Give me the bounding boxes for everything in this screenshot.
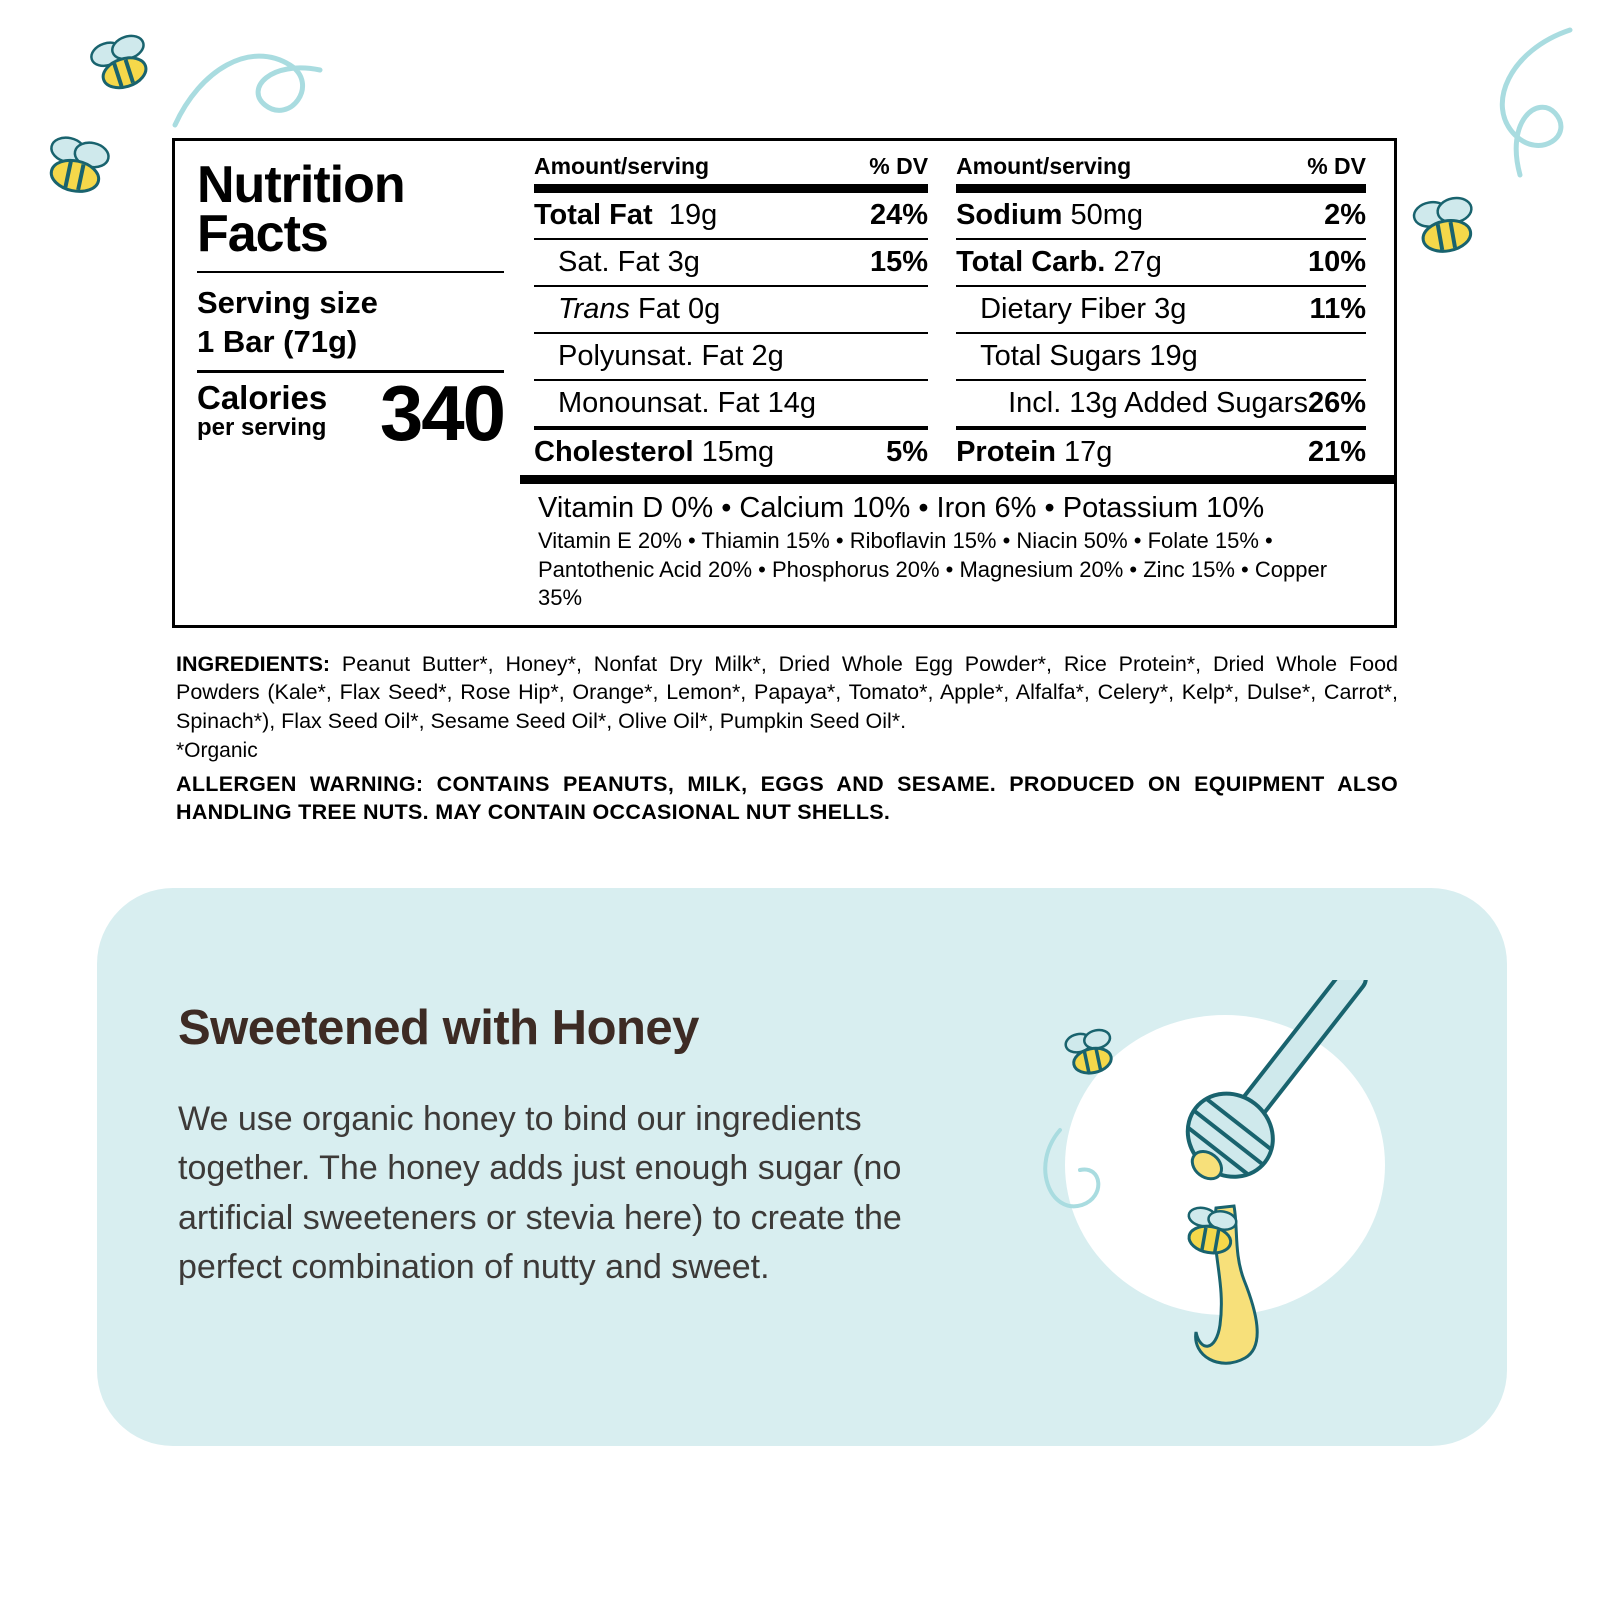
nutrition-facts-panel xyxy=(172,138,1397,628)
page-title xyxy=(197,156,504,263)
nutrient-amount: 3g xyxy=(1154,293,1187,325)
nutrient-name: Dietary Fiber xyxy=(980,293,1147,325)
nutrient-name: Protein xyxy=(956,436,1056,468)
nutrient-columns xyxy=(520,141,1394,475)
nutrient-dv: 2% xyxy=(1324,199,1366,231)
table-row xyxy=(534,381,928,430)
nutrient-name: Polyunsat. Fat xyxy=(558,340,744,372)
table-row xyxy=(956,240,1366,287)
nutrient-name: Sat. Fat xyxy=(558,246,660,278)
calories-label-line1: Calories xyxy=(197,379,328,417)
header-percent-dv: % DV xyxy=(1307,153,1366,179)
nutrient-amount: 17g xyxy=(1064,436,1113,468)
bee-icon xyxy=(28,128,124,219)
allergen-warning: ALLERGEN WARNING: CONTAINS PEANUTS, MILK, EGGS AND SESAME. PRODUCED ON EQUIPMENT ALSO HANDLING TREE NUTS. MAY CONTAIN OCCASIONAL NUT SHELLS. xyxy=(176,771,1398,824)
ingredients-section xyxy=(176,650,1398,827)
honey-card-title: Sweetened with Honey xyxy=(178,1001,699,1055)
table-row xyxy=(956,287,1366,334)
nutrient-column-left xyxy=(520,153,942,475)
swirl-icon xyxy=(1470,25,1590,200)
serving-size-block xyxy=(197,273,504,370)
nutrient-column-right xyxy=(942,153,1380,475)
nutrition-title-line1: Nutrition xyxy=(197,156,405,214)
table-row xyxy=(534,287,928,334)
table-row xyxy=(956,430,1366,475)
nutrient-dv: 24% xyxy=(870,199,929,231)
ingredients-label: INGREDIENTS: xyxy=(176,652,331,676)
calories-label xyxy=(197,381,327,440)
header-percent-dv: % DV xyxy=(869,153,929,179)
ingredients-list: Peanut Butter*, Honey*, Nonfat Dry Milk*, Dried Whole Egg Powder*, Rice Protein*, Dried Whole Food Powders (Kale*, Flax Seed*, Rose Hip*, Orange*, Lemon*, Papaya*, Tomato*, Apple*, Alfalfa*, Celery*, Kelp*, Dulse*, Carrot*, Spinach*), Flax Seed Oil*, Sesame Seed Oil*, Olive Oil*, Pumpkin Seed Oil*. xyxy=(176,652,1398,733)
swirl-icon xyxy=(170,30,360,145)
nutrient-name: Monounsat. Fat xyxy=(558,387,760,419)
nutrient-amount: 50mg xyxy=(1070,199,1144,231)
nutrient-amount: 27g xyxy=(1113,246,1162,278)
nutrient-dv: 10% xyxy=(1307,246,1366,278)
table-row xyxy=(534,240,928,287)
nutrient-dv: 11% xyxy=(1309,293,1366,325)
nutrient-dv: 21% xyxy=(1307,436,1366,468)
vitamins-section xyxy=(520,475,1394,625)
table-row xyxy=(956,193,1366,240)
header-amount-serving: Amount/serving xyxy=(956,153,1132,179)
nutrient-name: Trans xyxy=(558,293,630,325)
honey-card-body: We use organic honey to bind our ingredients together. The honey adds just enough sugar (no artificial sweeteners or stevia here) to create the perfect combination of nutty and sweet. xyxy=(178,1100,902,1286)
nutrient-dv: 26% xyxy=(1307,387,1366,419)
serving-size-value: 1 Bar (71g) xyxy=(197,324,358,360)
serving-size-label: Serving size xyxy=(197,284,378,320)
nutrient-name: Total Carb. xyxy=(956,246,1106,278)
bee-icon xyxy=(78,28,168,113)
nutrient-amount: 19g xyxy=(1149,340,1198,372)
nutrient-name: Total Sugars xyxy=(980,340,1142,372)
column-header-left xyxy=(534,153,928,184)
vitamins-secondary: Vitamin E 20% • Thiamin 15% • Riboflavin 15% • Niacin 50% • Folate 15% • Pantothenic Acid 20% • Phosphorus 20% • Magnesium 20% • Zinc 15% • Copper 35% xyxy=(538,528,1328,611)
nutrition-facts-left-column xyxy=(175,141,520,625)
honey-dipper-icon xyxy=(1020,980,1440,1400)
nutrient-name: Cholesterol xyxy=(534,436,694,468)
ingredients-text xyxy=(176,650,1398,735)
nutrient-amount: Fat 0g xyxy=(638,293,721,325)
calories-label-line2: per serving xyxy=(197,414,327,442)
divider xyxy=(956,184,1366,193)
bee-icon xyxy=(1398,188,1494,279)
header-amount-serving: Amount/serving xyxy=(534,153,710,179)
nutrient-name: Total Fat xyxy=(534,199,653,231)
nutrient-amount: 19g xyxy=(668,199,718,231)
organic-note: *Organic xyxy=(176,739,258,763)
column-header-right xyxy=(956,153,1366,184)
table-row xyxy=(956,381,1366,430)
table-row xyxy=(534,193,928,240)
nutrient-name: Sodium xyxy=(956,199,1063,231)
nutrition-facts-right-section xyxy=(520,141,1394,625)
nutrition-title-line2: Facts xyxy=(197,204,328,263)
nutrient-amount: 3g xyxy=(667,246,700,278)
calories-value: 340 xyxy=(379,368,504,457)
vitamins-primary: Vitamin D 0% • Calcium 10% • Iron 6% • Potassium 10% xyxy=(538,492,1265,524)
nutrient-amount: 15mg xyxy=(701,436,775,468)
nutrient-name: Incl. 13g Added Sugars xyxy=(1008,387,1308,419)
nutrient-amount: 14g xyxy=(767,387,816,419)
nutrient-amount: 2g xyxy=(751,340,784,372)
calories-row xyxy=(197,368,504,457)
table-row xyxy=(534,430,928,475)
table-row xyxy=(956,334,1366,381)
divider xyxy=(534,184,928,193)
nutrient-dv: 5% xyxy=(886,436,929,468)
nutrient-dv: 15% xyxy=(870,246,929,278)
table-row xyxy=(534,334,928,381)
